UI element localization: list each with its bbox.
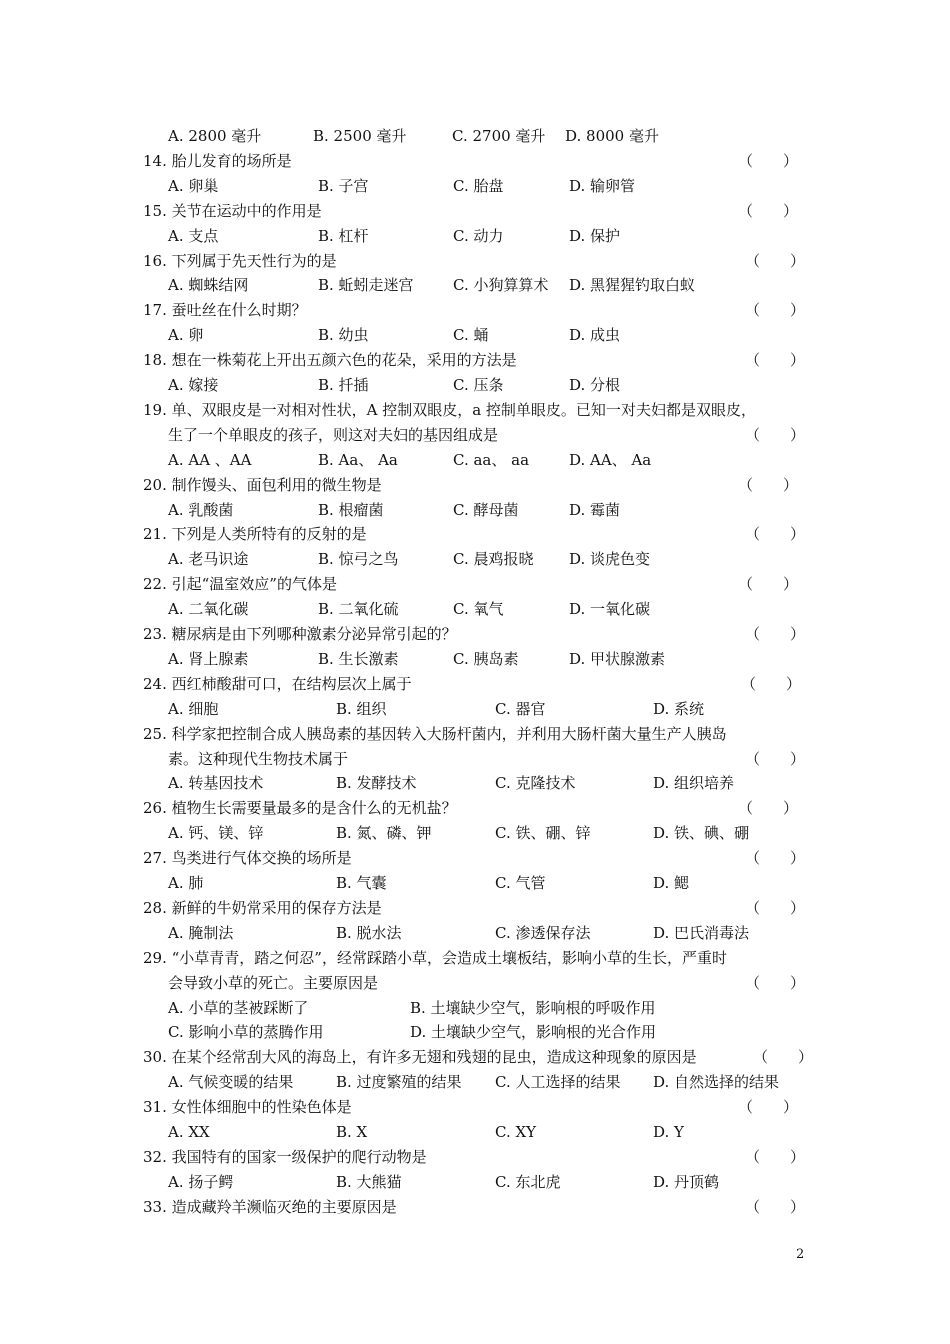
answer-blank: （ ） (745, 1147, 806, 1166)
answer-blank: （ ） (745, 898, 806, 917)
question-continuation (0, 747, 950, 772)
question-line (0, 1195, 950, 1220)
option-choice: C. 渗透保存法 (495, 923, 591, 942)
options-row (0, 1070, 950, 1095)
options-row (0, 174, 950, 199)
option-choice: A. 转基因技术 (168, 774, 264, 793)
question-continuation (0, 971, 950, 996)
options-row (0, 448, 950, 473)
question-text: 32. 我国特有的国家一级保护的爬行动物是 (143, 1147, 427, 1166)
option-choice: C. 克隆技术 (495, 774, 576, 793)
option-choice: B. 二氧化硫 (318, 600, 399, 619)
option-choice: D. 系统 (653, 699, 705, 718)
option-choice: C. 氧气 (453, 600, 504, 619)
options-row (0, 697, 950, 722)
option-choice: A. 钙、镁、锌 (168, 824, 264, 843)
option-choice: D. 铁、碘、硼 (653, 824, 750, 843)
option-choice: B. X (336, 1123, 368, 1141)
options-row (0, 124, 950, 149)
option-choice: C. 酵母菌 (453, 500, 519, 519)
question-line (0, 1095, 950, 1120)
option-choice: D. 鳃 (653, 874, 690, 892)
question-text: 23. 糖尿病是由下列哪种激素分泌异常引起的？ (143, 625, 457, 643)
option-choice: D. 8000 毫升 (565, 127, 659, 145)
question-line (0, 896, 950, 921)
option-choice: C. 胎盘 (453, 176, 504, 195)
option-choice: A. 扬子鳄 (168, 1172, 234, 1191)
option-choice: A. 嫁接 (168, 376, 219, 394)
option-choice: B. 生长激素 (318, 649, 399, 668)
option-choice: D. 黑猩猩钓取白蚁 (569, 276, 696, 295)
question-text: 31. 女性体细胞中的性染色体是 (143, 1098, 352, 1117)
option-choice: C. XY (495, 1123, 537, 1141)
options-row (0, 921, 950, 946)
option-choice: A. 乳酸菌 (168, 500, 234, 519)
question-line (0, 473, 950, 498)
question-line (0, 622, 950, 647)
question-text: 素。这种现代生物技术属于 (168, 749, 349, 768)
option-choice: D. 丹顶鹤 (653, 1172, 720, 1191)
option-choice: A. 小草的茎被踩断了 (168, 998, 309, 1017)
question-line (0, 298, 950, 323)
question-line (0, 796, 950, 821)
option-choice: B. 脱水法 (336, 923, 402, 942)
options-row (0, 1170, 950, 1195)
option-choice: D. Y (653, 1123, 684, 1141)
question-text: 27. 鸟类进行气体交换的场所是 (143, 849, 352, 868)
option-choice: A. 二氧化碳 (168, 600, 249, 619)
question-text: 22. 引起“温室效应”的气体是 (143, 575, 337, 594)
question-text: 33. 造成藏羚羊濒临灭绝的主要原因是 (143, 1197, 397, 1216)
answer-blank: （ ） (745, 1197, 806, 1216)
option-choice: D. 输卵管 (569, 176, 636, 195)
option-choice: B. 扦插 (318, 376, 369, 394)
answer-blank: （ ） (738, 1098, 799, 1117)
option-choice: B. 大熊猫 (336, 1172, 402, 1191)
answer-blank: （ ） (745, 973, 806, 992)
question-line (0, 522, 950, 547)
question-text: 18. 想在一株菊花上开出五颜六色的花朵，采用的方法是 (143, 351, 517, 370)
question-text: 21. 下列是人类所特有的反射的是 (143, 525, 367, 544)
option-choice: A. 气候变暖的结果 (168, 1073, 294, 1092)
option-choice: B. 幼虫 (318, 326, 369, 345)
question-line (0, 199, 950, 224)
question-text: 29. “小草青青，踏之何忍”，经常踩踏小草，会造成土壤板结，影响小草的生长，严重时 (143, 948, 727, 967)
answer-blank: （ ） (745, 251, 806, 270)
option-choice: B. 2500 毫升 (313, 127, 407, 145)
options-row (0, 224, 950, 249)
question-text: 28. 新鲜的牛奶常采用的保存方法是 (143, 898, 382, 917)
question-line (0, 398, 950, 423)
option-choice: D. 自然选择的结果 (653, 1073, 780, 1092)
option-choice: D. 巴氏消毒法 (653, 923, 750, 942)
option-choice: C. aa、 aa (453, 450, 530, 469)
option-choice: B. 组织 (336, 699, 387, 718)
question-line (0, 572, 950, 597)
question-text: 16. 下列属于先天性行为的是 (143, 251, 337, 270)
option-choice: A. 腌制法 (168, 923, 234, 942)
answer-blank: （ ） (738, 575, 799, 594)
option-choice: B. 根瘤菌 (318, 500, 384, 519)
answer-blank: （ ） (738, 201, 799, 220)
options-row (0, 323, 950, 348)
option-choice: C. 动力 (453, 226, 504, 245)
page-number: 2 (796, 1247, 805, 1262)
question-text: 17. 蚕吐丝在什么时期？ (143, 301, 307, 320)
question-text: 25. 科学家把控制合成人胰岛素的基因转入大肠杆菌内，并利用大肠杆菌大量生产人胰岛 (143, 724, 727, 743)
option-choice: D. AA、 Aa (569, 450, 652, 469)
option-choice: C. 晨鸡报晓 (453, 550, 534, 569)
question-line (0, 946, 950, 971)
question-line (0, 348, 950, 373)
answer-blank: （ ） (745, 425, 806, 444)
options-row (0, 373, 950, 398)
option-choice: A. 老马识途 (168, 550, 249, 569)
question-line (0, 722, 950, 747)
option-choice: A. XX (168, 1123, 210, 1141)
option-choice: D. 土壤缺少空气，影响根的光合作用 (410, 1023, 657, 1042)
option-choice: A. 支点 (168, 226, 219, 245)
question-line (0, 672, 950, 697)
option-choice: D. 甲状腺激素 (569, 649, 666, 668)
option-choice: C. 器官 (495, 699, 546, 718)
option-choice: D. 分根 (569, 376, 621, 394)
option-choice: A. 卵巢 (168, 176, 219, 195)
option-choice: C. 压条 (453, 376, 504, 394)
options-row (0, 771, 950, 796)
option-choice: B. 发酵技术 (336, 774, 417, 793)
option-choice: A. 卵 (168, 326, 204, 345)
options-row (0, 547, 950, 572)
option-choice: C. 铁、硼、锌 (495, 824, 591, 843)
answer-blank: （ ） (738, 799, 799, 818)
option-choice: B. 过度繁殖的结果 (336, 1073, 462, 1092)
option-choice: B. 土壤缺少空气，影响根的呼吸作用 (410, 998, 656, 1017)
option-choice: B. 氮、磷、钾 (336, 824, 432, 843)
option-choice: C. 东北虎 (495, 1172, 561, 1191)
question-line (0, 1145, 950, 1170)
question-text: 生了一个单眼皮的孩子，则这对夫妇的基因组成是 (168, 425, 499, 444)
options-row (0, 996, 950, 1021)
question-line (0, 249, 950, 274)
answer-blank: （ ） (745, 525, 806, 544)
options-row (0, 597, 950, 622)
question-text: 30. 在某个经常刮大风的海岛上，有许多无翅和残翅的昆虫，造成这种现象的原因是 (143, 1048, 697, 1067)
answer-blank: （ ） (753, 1048, 814, 1067)
answer-blank: （ ） (745, 749, 806, 768)
question-text: 15. 关节在运动中的作用是 (143, 201, 322, 220)
option-choice: A. AA 、AA (168, 450, 252, 469)
question-line (0, 1045, 950, 1070)
option-choice: D. 成虫 (569, 326, 621, 345)
question-text: 20. 制作馒头、面包利用的微生物是 (143, 475, 382, 494)
option-choice: C. 人工选择的结果 (495, 1073, 621, 1092)
option-choice: B. 惊弓之鸟 (318, 550, 399, 569)
option-choice: C. 蛹 (453, 326, 489, 345)
question-text: 会导致小草的死亡。主要原因是 (168, 973, 379, 992)
question-text: 24. 西红柿酸甜可口，在结构层次上属于 (143, 674, 412, 693)
option-choice: A. 肺 (168, 874, 204, 892)
question-text: 26. 植物生长需要量最多的是含什么的无机盐？ (143, 799, 457, 818)
option-choice: C. 2700 毫升 (452, 127, 546, 145)
option-choice: A. 蜘蛛结网 (168, 276, 249, 295)
option-choice: C. 影响小草的蒸腾作用 (168, 1023, 324, 1042)
question-line (0, 149, 950, 174)
option-choice: B. 子宫 (318, 176, 369, 195)
option-choice: B. 杠杆 (318, 226, 369, 245)
question-text: 14. 胎儿发育的场所是 (143, 151, 292, 170)
option-choice: B. 气囊 (336, 874, 387, 892)
option-choice: C. 气管 (495, 874, 546, 892)
answer-blank: （ ） (745, 849, 806, 868)
option-choice: C. 小狗算算术 (453, 276, 549, 295)
option-choice: D. 一氧化碳 (569, 600, 651, 619)
answer-blank: （ ） (738, 475, 799, 494)
options-row (0, 498, 950, 523)
option-choice: D. 霉菌 (569, 500, 621, 519)
options-row (0, 1120, 950, 1145)
option-choice: D. 谈虎色变 (569, 550, 651, 569)
option-choice: A. 肾上腺素 (168, 649, 249, 668)
option-choice: B. Aa、 Aa (318, 450, 398, 469)
option-choice: C. 胰岛素 (453, 649, 519, 668)
answer-blank: （ ） (745, 625, 806, 643)
options-row (0, 871, 950, 896)
option-choice: D. 保护 (569, 226, 621, 245)
option-choice: A. 2800 毫升 (168, 127, 262, 145)
options-row (0, 821, 950, 846)
options-row (0, 273, 950, 298)
answer-blank: （ ） (745, 301, 806, 320)
question-line (0, 846, 950, 871)
option-choice: D. 组织培养 (653, 774, 735, 793)
answer-blank: （ ） (745, 351, 806, 370)
question-continuation (0, 423, 950, 448)
answer-blank: （ ） (738, 151, 799, 170)
question-text: 19. 单、双眼皮是一对相对性状，A 控制双眼皮，a 控制单眼皮。已知一对夫妇都是双眼皮， (143, 400, 756, 419)
options-row (0, 1020, 950, 1045)
answer-blank: （ ） (741, 674, 802, 693)
option-choice: B. 蚯蚓走迷宫 (318, 276, 414, 295)
options-row (0, 647, 950, 672)
option-choice: A. 细胞 (168, 699, 219, 718)
